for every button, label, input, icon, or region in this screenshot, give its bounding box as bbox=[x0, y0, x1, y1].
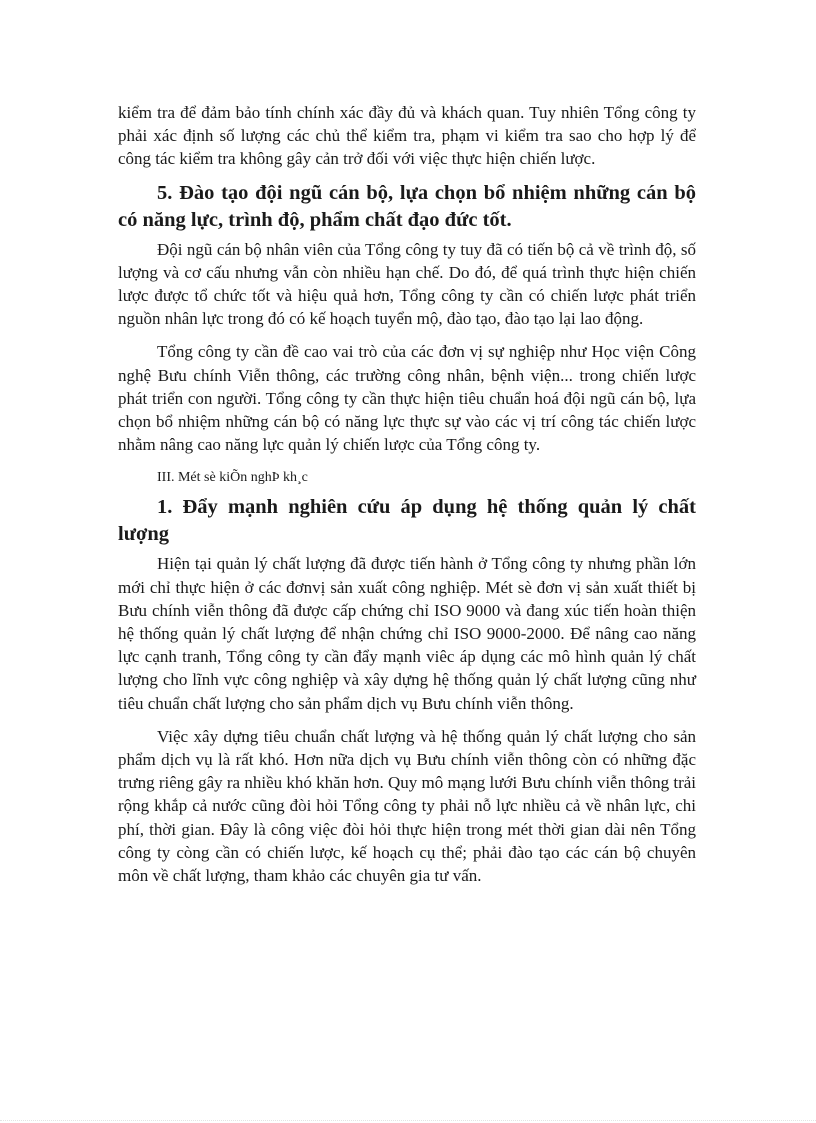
paragraph-1a: Hiện tại quản lý chất lượng đã được tiến hành ở Tổng công ty nhưng phần lớn mới chỉ thực hiện ở các đơnvị sản xuất công nghiệp. Mét sè đơn vị sản xuất thiết bị Bưu chính viễn thông đã được cấp chứng chỉ ISO 9000 và đang xúc tiến hoàn thiện hệ thống quản lý chất lượng để nhận chứng chỉ ISO 9000-2000. Để nâng cao năng lực cạnh tranh, Tổng công ty cần đẩy mạnh viêc áp dụng các mô hình quản lý chất lượng cho lĩnh vực công nghiệp và xây dựng hệ thống quản lý chất lượng cũng như tiêu chuẩn chất lượng cho sản phẩm dịch vụ Bưu chính viễn thông. bbox=[118, 554, 696, 713]
document-page bbox=[118, 101, 696, 887]
paragraph-1b: Việc xây dựng tiêu chuẩn chất lượng và hệ thống quản lý chất lượng cho sản phẩm dịch vụ là rất khó. Hơn nữa dịch vụ Bưu chính viễn thông còn có những đặc trưng riêng gây ra nhiều khó khăn hơn. Quy mô mạng lưới Bưu chính viễn thông trải rộng khắp cả nước cũng đòi hỏi Tổng công ty phải nỗ lực nhiều cả về nhân lực, chi phí, thời gian. Đây là công việc đòi hỏi thực hiện trong mét thời gian dài nên Tổng công ty còng cần có chiến lược, kế hoạch cụ thể; phải đào tạo các cán bộ chuyên môn về chất lượng, tham khảo các chuyên gia tư vấn. bbox=[118, 726, 696, 886]
paragraph-5a: Đội ngũ cán bộ nhân viên của Tổng công ty tuy đã có tiến bộ cả về trình độ, số lượng và cơ cấu nhưng vẫn còn nhiều hạn chế. Do đó, để quá trình thực hiện chiến lược được tổ chức tốt và hiệu quả hơn, Tổng công ty cần có chiến lược phát triển nguồn nhân lực trong đó có kế hoạch tuyển mộ, đào tạo, đào tạo lại lao động. bbox=[118, 239, 696, 329]
paragraph-intro-continued: kiểm tra để đảm bảo tính chính xác đầy đủ và khách quan. Tuy nhiên Tổng công ty phải xác định số lượng các chủ thể kiểm tra, phạm vi kiểm tra sao cho hợp lý để công tác kiểm tra không gây cản trở đối với việc thực hiện chiến lược. bbox=[118, 103, 696, 169]
paragraph-5b: Tổng công ty cần đề cao vai trò của các đơn vị sự nghiệp như Học viện Công nghệ Bưu chính Viễn thông, các trường công nhân, bệnh viện... trong chiến lược phát triển con người. Tổng công ty cần thực hiện tiêu chuẩn hoá đội ngũ cán bộ, lựa chọn bổ nhiệm những cán bộ có năng lực thực sự vào các vị trí công tác chiến lược nhằm nâng cao năng lực quản lý chiến lược của Tổng công ty. bbox=[118, 342, 696, 455]
heading-section-1: 1. Đẩy mạnh nghiên cứu áp dụng hệ thống quản lý chất lượng bbox=[118, 496, 696, 546]
heading-section-5: 5. Đào tạo đội ngũ cán bộ, lựa chọn bổ nhiệm những cán bộ có năng lực, trình độ, phẩm chất đạo đức tốt. bbox=[118, 181, 696, 231]
section-label-iii: III. Mét sè kiÕn nghÞ kh¸c bbox=[157, 470, 308, 486]
